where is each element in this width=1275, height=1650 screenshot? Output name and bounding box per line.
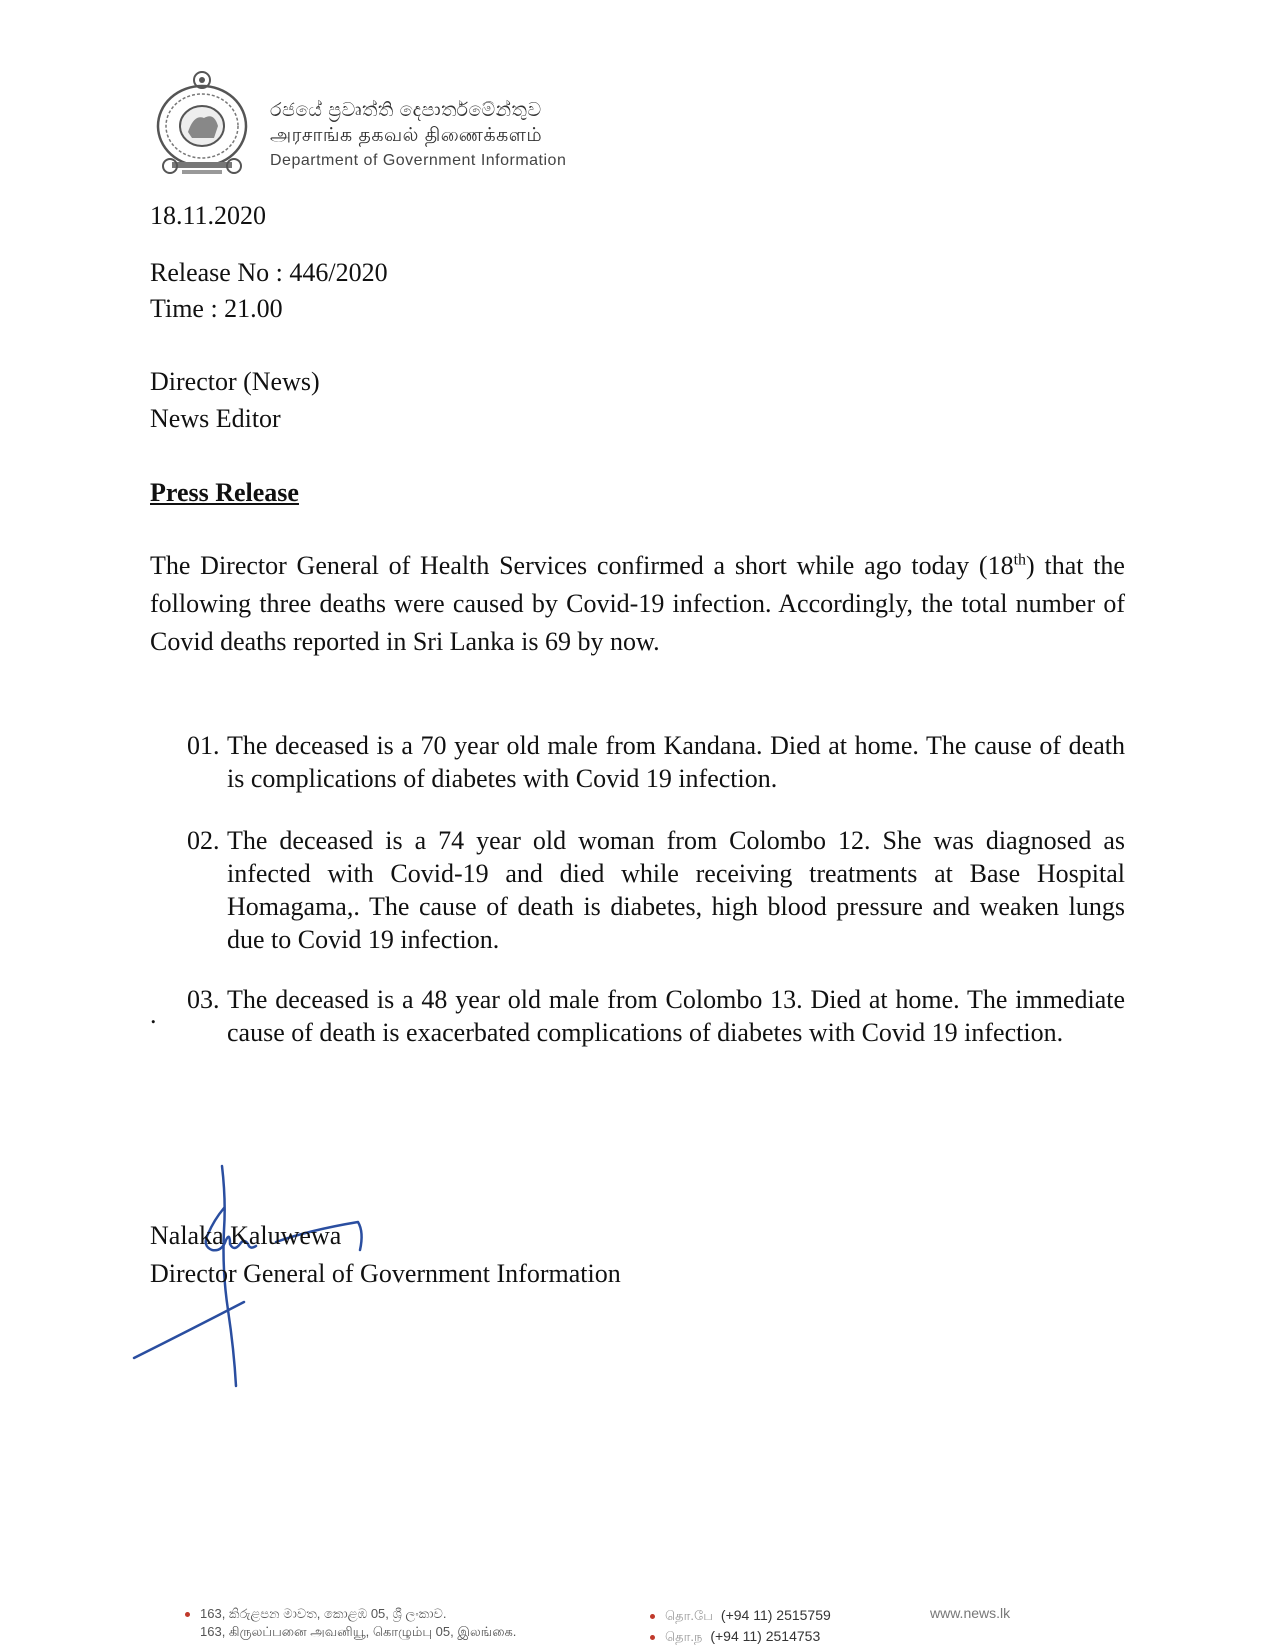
footer-website: www.news.lk — [930, 1605, 1011, 1621]
letterhead — [152, 60, 642, 180]
list-item-number: 03. — [187, 985, 220, 1014]
footer-contacts — [650, 1605, 831, 1647]
bullet-icon — [650, 1614, 655, 1619]
address-sinhala: 163, කිරුළපන මාවත, කොළඹ 05, ශ්‍රී ලංකාව. — [200, 1606, 447, 1621]
footer-address — [185, 1605, 516, 1641]
intro-superscript: th — [1013, 551, 1027, 569]
sri-lanka-emblem-icon — [152, 68, 252, 178]
fax-number: (+94 11) 2514753 — [710, 1628, 821, 1644]
signatory-name: Nalaka Kaluwewa — [150, 1221, 342, 1250]
fax-label: தொ.ந — [665, 1629, 703, 1644]
recipient-news-editor: News Editor — [150, 404, 281, 433]
intro-text-end: ) that the following three deaths were caused by Covid-19 infection. Accordingly, the total number of Covid deaths reported in Sri Lanka is 69 by now. — [150, 551, 1125, 656]
list-item-number: 01. — [187, 731, 220, 760]
list-item-number: 02. — [187, 826, 220, 855]
list-item — [187, 824, 1125, 956]
address-tamil: 163, கிருலப்பனை அவனியூ, கொழும்பு 05, இலங்கை. — [200, 1624, 517, 1639]
list-item-text: The deceased is a 74 year old woman from Colombo 12. She was diagnosed as infected with Covid-19 and died while receiving treatments at Base Hospital Homagama,. The cause of death is diabetes, high blood pressure and weaken lungs due to Covid 19 infection. — [227, 826, 1125, 954]
release-date: 18.11.2020 — [150, 201, 267, 230]
department-name-sinhala: රජයේ ප්‍රවෘත්ති දෙපාර්තමේන්තුව — [270, 100, 542, 121]
list-item — [187, 983, 1125, 1049]
release-time: Time : 21.00 — [150, 294, 283, 323]
list-item-text: The deceased is a 48 year old male from Colombo 13. Died at home. The immediate cause of death is exacerbated complications of diabetes with Covid 19 infection. — [227, 985, 1125, 1047]
phone-label: தொ.பே — [665, 1608, 713, 1623]
intro-text-start: The Director General of Health Services confirmed a short while ago today (18 — [150, 551, 1014, 580]
list-item-text: The deceased is a 70 year old male from Kandana. Died at home. The cause of death is complications of diabetes with Covid 19 infection. — [227, 731, 1125, 793]
stray-dot: . — [150, 1000, 157, 1029]
intro-paragraph — [150, 547, 1125, 661]
press-release-heading: Press Release — [150, 478, 299, 507]
release-number: Release No : 446/2020 — [150, 258, 388, 287]
list-item — [187, 729, 1125, 795]
recipient-director-news: Director (News) — [150, 367, 320, 396]
phone-number: (+94 11) 2515759 — [720, 1607, 831, 1623]
footer — [0, 1605, 1275, 1650]
letterhead-text — [270, 98, 566, 173]
bullet-icon — [650, 1635, 655, 1640]
signatory-title: Director General of Government Information — [150, 1259, 621, 1288]
bullet-icon — [185, 1612, 190, 1617]
department-name-english: Department of Government Information — [270, 152, 567, 169]
department-name-tamil: அரசாங்க தகவல் திணைக்களம் — [270, 125, 543, 146]
